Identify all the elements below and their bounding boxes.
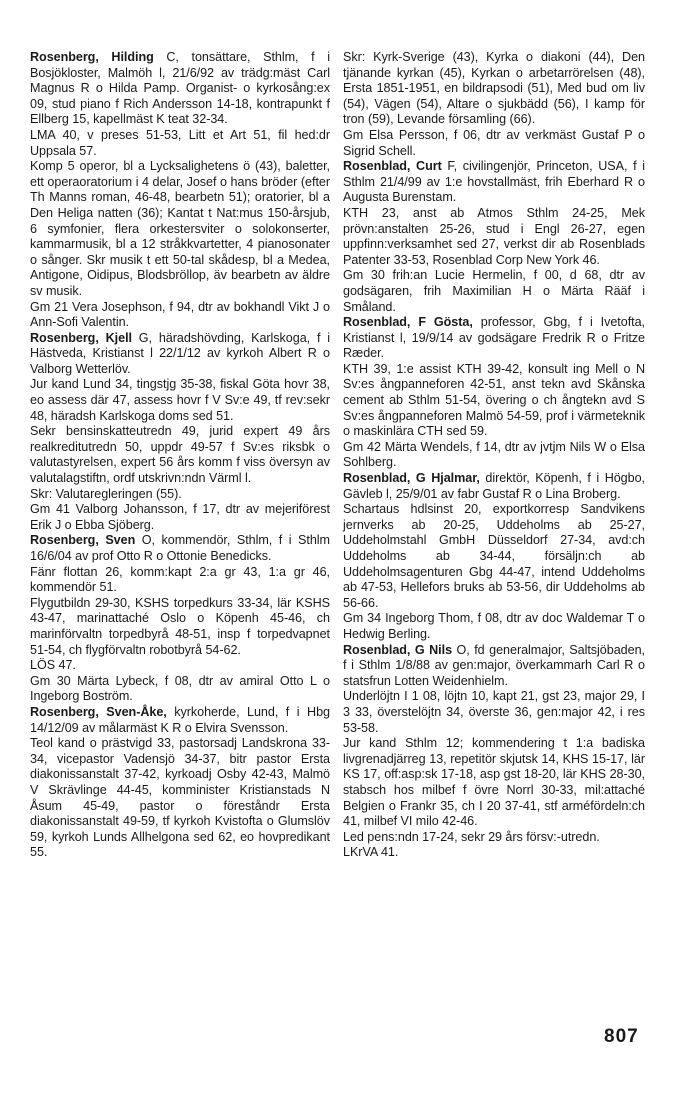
entry-text: kyrkoherde, Lund, f i Hbg 14/12/09 av målarmäst K R o Elvira Svensson. (30, 704, 330, 735)
entry-headword: Rosenblad, F Gösta, (343, 315, 473, 330)
left-paragraph (30, 565, 330, 596)
entry-headword: Rosenblad, G Nils (343, 642, 453, 657)
right-entry-paragraph (343, 315, 645, 362)
entry-text: Underlöjtn I 1 08, löjtn 10, kapt 21, gst 23, major 29, I 3 33, överstelöjtn 34, överste 36, gen:major 42, i res 53-58. (343, 689, 645, 735)
left-entry-paragraph (30, 705, 330, 736)
left-paragraph (30, 674, 330, 705)
entry-text: Sekr bensinskatteutredn 49, jurid expert 49 års realkreditutredn 50, uppdr 49-57 f Sv:es riksbk o valutastyrelsen, expert 56 års komm f viss översyn av valutalagstiftn, ordf utskrivn:ndn Värml l. (30, 424, 330, 486)
entry-text: Flygutbildn 29-30, KSHS torpedkurs 33-34, lär KSHS 43-47, marinattaché Oslo o Köpenh 45-46, ch marinförvaltn torpedbyrå 48-51, insp f torpedvapnet 51-54, ch flygförvaltn robotbyrå 54-62. (30, 595, 330, 657)
right-paragraph (343, 830, 645, 846)
entry-headword: Rosenblad, Curt (343, 159, 442, 174)
left-paragraph (30, 596, 330, 658)
entry-text: Fänr flottan 26, komm:kapt 2:a gr 43, 1:a gr 46, kommendör 51. (30, 564, 330, 595)
entry-text: Gm 42 Märta Wendels, f 14, dtr av jvtjm Nils W o Elsa Sohlberg. (343, 439, 645, 470)
left-paragraph (30, 736, 330, 861)
entry-text: KTH 23, anst ab Atmos Sthlm 24-25, Mek prövn:anstalten 25-26, stud i Engl 26-27, egen uppfinn:verksamhet sed 27, verkst dir ab Rosenblads Patenter 33-53, Rosenblad Corp New York 46. (343, 205, 645, 267)
right-paragraph (343, 440, 645, 471)
right-paragraph (343, 268, 645, 315)
entry-text: Skr: Valutaregleringen (55). (30, 486, 182, 501)
left-entry-paragraph (30, 50, 330, 128)
entry-headword: Rosenberg, Hilding (30, 50, 154, 64)
entry-text: LÖS 47. (30, 658, 76, 673)
right-entry-paragraph (343, 159, 645, 206)
right-paragraph (343, 611, 645, 642)
page-number: 807 (604, 1026, 639, 1047)
entry-text: Teol kand o prästvigd 33, pastorsadj Landskrona 33-34, vicepastor Vadensjö 34-37, bitr pastor Ersta diakonissanstalt 37-42, kyrkoadj Osby 42-43, Malmö V Skrävlinge 44-45, komminister Kristianstads N Åsum 45-49, pastor o föreståndr Ersta diakonissanstalt 49-59, tf kyrkoh Kvistofta o Glumslöv 59, kyrkoh Lunds Allhelgona sed 62, eo hovpredikant 55. (30, 736, 330, 860)
entry-text: Schartaus hdlsinst 20, exportkorresp Sandvikens jernverks ab 20-25, Uddeholms ab 25-27, Uddeholmstahl GmbH Düsseldorf 27-34, avd:ch Uddeholms ab 34-44, försäljn:ch ab Uddeholmsagenturen Gbg 44-47, intend Uddeholms ab 47-53, Hellefors bruks ab 53-56, dir Uddeholms ab 56-66. (343, 502, 645, 610)
entry-text: direktör, Köpenh, f i Högbo, Gävleb l, 25/9/01 av fabr Gustaf R o Lina Broberg. (343, 471, 645, 501)
entry-text: F, civilingenjör, Princeton, USA, f i Sthlm 21/4/99 av 1:e hovstallmäst, frih Eberhard R o Augusta Burenstam. (343, 159, 645, 205)
entry-text: G, häradshövding, Karlskoga, f i Hästveda, Kristianst l 22/1/12 av kyrkoh Albert R o Valborg Wetterlöv. (30, 330, 330, 376)
left-column (30, 50, 330, 861)
left-paragraph (30, 300, 330, 331)
left-paragraph (30, 128, 330, 159)
entry-text: LKrVA 41. (343, 845, 399, 860)
entry-headword: Rosenblad, G Hjalmar, (343, 471, 480, 486)
entry-text: Gm Elsa Persson, f 06, dtr av verkmäst Gustaf P o Sigrid Schell. (343, 127, 645, 158)
right-paragraph (343, 502, 645, 611)
entry-text: Gm 34 Ingeborg Thom, f 08, dtr av doc Waldemar T o Hedwig Berling. (343, 611, 645, 641)
entry-text: Jur kand Lund 34, tingstjg 35-38, fiskal Göta hovr 38, eo assess där 47, assess hovr f V Sv:e 49, tf rev:sekr 48, häradsh Karlskoga doms sed 51. (30, 377, 330, 423)
right-paragraph (343, 689, 645, 736)
entry-text: O, fd generalmajor, Saltsjöbaden, f i Sthlm 1/8/88 av gen:major, överkammarh Carl R o statsfrun Lotten Weidenhielm. (343, 642, 645, 688)
entry-text: Led pens:ndn 17-24, sekr 29 års försv:-utredn. (343, 829, 600, 844)
left-paragraph (30, 377, 330, 424)
right-paragraph (343, 362, 645, 440)
left-entry-paragraph (30, 533, 330, 564)
left-entry-paragraph (30, 331, 330, 378)
entry-text: KTH 39, 1:e assist KTH 39-42, konsult ing Mell o N Sv:es ångpanneforen 42-51, anst tekn avd Skånska cement ab Sthlm 51-54, övering o ch ångtekn avd S Sv:es ångpanneforen Malmö 54-59, prof i värmeteknik o maskinlära CTH sed 59. (343, 361, 645, 439)
right-column (343, 50, 645, 861)
entry-text: Gm 41 Valborg Johansson, f 17, dtr av mejeriförest Erik J o Ebba Sjöberg. (30, 502, 330, 532)
entry-text: Komp 5 operor, bl a Lycksalighetens ö (43), baletter, ett operaoratorium i 4 delar, Josef o hans bröder (efter Th Manns roman, 46-48, bearbetn 51); oratorier, bl a Den Heliga natten (36); Kantat t Nat:mus 150-årsjub, 6 symfonier, flera orkestersviter o solokonserter, kammarmusik, bl a 12 stråkkvartetter, 4 pianosonater o sånger. Skr musik t ett 50-tal skådesp, bl a Medea, Antigone, Oidipus, Blodsbröllop, äv bearbetn av äldre sv musik. (30, 159, 330, 298)
right-paragraph (343, 206, 645, 268)
left-paragraph (30, 658, 330, 674)
right-paragraph (343, 50, 645, 128)
entry-headword: Rosenberg, Sven (30, 533, 136, 548)
right-entry-paragraph (343, 643, 645, 690)
entry-text: Gm 30 frih:an Lucie Hermelin, f 00, d 68, dtr av godsägaren, frih Maximilian H o Märta Rääf i Småland. (343, 268, 645, 314)
entry-text: Jur kand Sthlm 12; kommendering t 1:a badiska livgrenadjärreg 13, repetitör skjutsk 14, KHS 15-17, lär KS 17, off:asp:sk 17-18, asp gst 18-20, lär KHS 28-30, stabsch hos milbef f övre Norrl 30-33, mil:attaché Belgien o Frankr 35, ch I 20 37-41, stf arméfördeln:ch 41, milbef VI milo 42-46. (343, 736, 645, 829)
entry-text: professor, Gbg, f i Ivetofta, Kristianst l, 19/9/14 av godsägare Fredrik R o Fritze Ræder. (343, 315, 646, 361)
entry-text: LMA 40, v preses 51-53, Litt et Art 51, fil hed:dr Uppsala 57. (30, 127, 330, 158)
entry-headword: Rosenberg, Sven-Åke, (30, 704, 167, 719)
left-paragraph (30, 502, 330, 533)
left-paragraph (30, 424, 330, 486)
entry-text: O, kommendör, Sthlm, f i Sthlm 16/6/04 av prof Otto R o Ottonie Benedicks. (30, 533, 330, 563)
entry-headword: Rosenberg, Kjell (30, 330, 132, 345)
entry-text: Skr: Kyrk-Sverige (43), Kyrka o diakoni (44), Den tjänande kyrkan (45), Kyrkan o arbetarrörelsen (48), Ersta 1851-1951, en bildrapsodi (51), Med bud om liv (54), Vägen (54), Altare o sjukbädd (56), I kamp för tron (59), Levande församling (66). (343, 50, 645, 127)
entry-text: Gm 21 Vera Josephson, f 94, dtr av bokhandl Vikt J o Ann-Sofi Valentin. (30, 299, 330, 330)
entry-text: C, tonsättare, Sthlm, f i Bosjökloster, Malmöh l, 21/6/92 av trädg:mäst Carl Magnus R o Hilda Pamp. Organist- o kyrkosång:ex 09, stud piano f Rich Andersson 14-18, kontrapunkt f Ellberg 15, kapellmäst K teat 32-34. (30, 50, 330, 127)
left-paragraph (30, 487, 330, 503)
right-paragraph (343, 845, 645, 861)
right-paragraph (343, 736, 645, 830)
right-entry-paragraph (343, 471, 645, 502)
right-paragraph (343, 128, 645, 159)
left-paragraph (30, 159, 330, 299)
entry-text: Gm 30 Märta Lybeck, f 08, dtr av amiral Otto L o Ingeborg Boström. (30, 673, 330, 704)
